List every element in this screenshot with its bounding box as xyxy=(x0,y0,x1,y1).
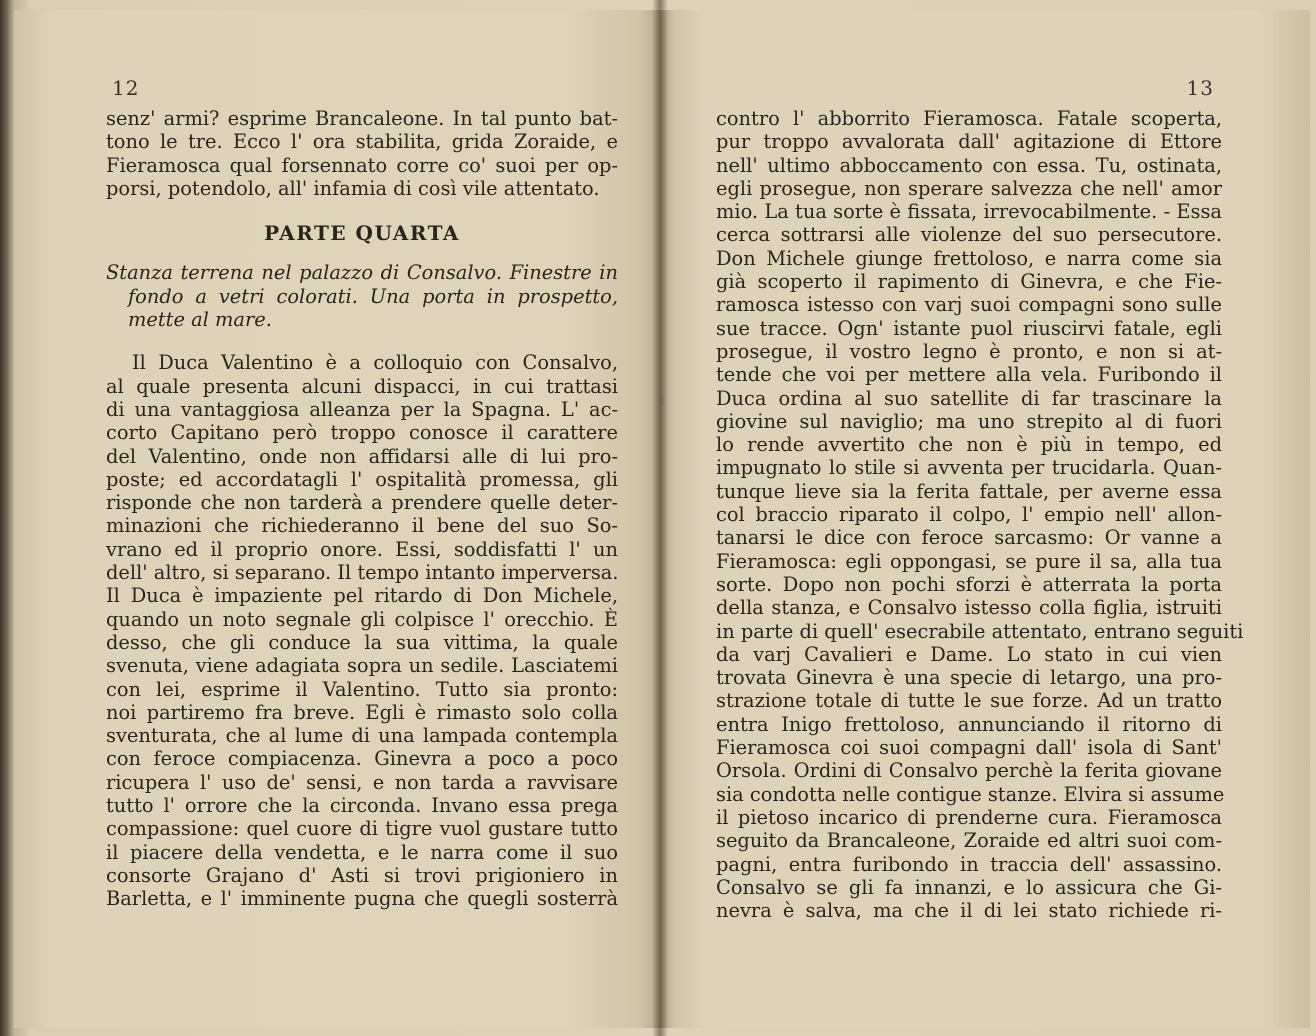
text-line: vrano ed il proprio onore. Essi, soddisfatti l' un xyxy=(106,537,618,561)
text-line: nell' ultimo abboccamento con essa. Tu, ostinata, xyxy=(716,153,1222,177)
text-line: risponde che non tarderà a prendere quelle deter- xyxy=(106,491,618,515)
text-line: sventurata, che al lume di una lampada contempla xyxy=(106,724,618,748)
text-line: già scoperto il rapimento di Ginevra, e che Fie- xyxy=(716,270,1222,294)
text-line: mio. La tua sorte è fissata, irrevocabilmente. - Essa xyxy=(716,200,1222,224)
text-line: seguito da Brancaleone, Zoraide ed altri suoi com- xyxy=(716,829,1222,853)
text-line: Consalvo se gli fa innanzi, e lo assicura che Gi- xyxy=(716,875,1222,899)
page-number-left: 12 xyxy=(112,76,140,100)
text-line: dell' altro, si separano. Il tempo intanto imperversa. xyxy=(106,561,619,585)
text-line: lo rende avvertito che non è più in tempo, ed xyxy=(716,433,1222,457)
text-line: col braccio riparato il colpo, l' empio nell' allon- xyxy=(716,503,1222,527)
text-line: Il Duca è impaziente pel ritardo di Don Michele, xyxy=(106,584,618,608)
text-line: ricupera l' uso de' sensi, e non tarda a ravvisare xyxy=(106,770,618,794)
text-line: con lei, esprime il Valentino. Tutto sia pronto: xyxy=(106,677,618,701)
left-page xyxy=(14,10,660,1028)
text-line: impugnato lo stile si avventa per trucidarla. Quan- xyxy=(716,456,1222,480)
text-line: contro l' abborrito Fieramosca. Fatale scoperta, xyxy=(716,107,1222,130)
text-line: noi partiremo fra breve. Egli è rimasto solo colla xyxy=(106,700,618,724)
text-line: tanarsi le dice con feroce sarcasmo: Or vanne a xyxy=(716,526,1222,550)
text-line: tutto l' orrore che la circonda. Invano essa prega xyxy=(106,794,618,818)
text-line: strazione totale di tutte le sue forze. Ad un tratto xyxy=(716,689,1222,713)
text-line: in parte di quell' esecrabile attentato, entrano seguiti xyxy=(716,619,1244,643)
stage-line: Stanza terrena nel palazzo di Consalvo. Finestre in xyxy=(106,261,618,285)
stage-line: mette al mare. xyxy=(128,308,272,332)
text-line: porsi, potendolo, all' infamia di così vile attentato. xyxy=(106,176,600,200)
text-line: della stanza, e Consalvo istesso colla figlia, istruiti xyxy=(716,596,1222,620)
text-line: consorte Grajano d' Asti si trovi prigioniero in xyxy=(106,863,618,887)
opening-lines xyxy=(106,107,618,200)
text-line: nevra è salva, ma che il di lei stato richiede ri- xyxy=(716,899,1222,923)
right-page-text xyxy=(716,107,1244,923)
text-line: pur troppo avvalorata dall' agitazione di Ettore xyxy=(716,130,1222,154)
paragraph xyxy=(106,351,618,910)
text-line: corto Capitano però troppo conosce il carattere xyxy=(106,421,618,445)
text-line: svenuta, viene adagiata sopra un sedile. Lasciatemi xyxy=(106,654,618,678)
text-line: Fieramosca coi suoi compagni dall' isola di Sant' xyxy=(716,736,1222,760)
text-line: prosegue, il vostro legno è pronto, e non si at- xyxy=(716,339,1222,363)
text-line: Barletta, e l' imminente pugna che quegli sosterrà xyxy=(106,887,618,911)
text-line: egli prosegue, non sperare salvezza che nell' amor xyxy=(716,176,1222,200)
gutter-mark xyxy=(659,395,663,405)
text-line: ramosca istesso con varj suoi compagni sono sulle xyxy=(716,293,1222,317)
text-line: Fieramosca: egli oppongasi, se pure il sa, alla tua xyxy=(716,549,1222,573)
text-line: il pietoso incarico di prenderne cura. Fieramosca xyxy=(716,805,1222,829)
text-line: il piacere della vendetta, e le narra come il suo xyxy=(106,840,618,864)
text-line: sorte. Dopo non pochi sforzi è atterrata la porta xyxy=(716,572,1222,596)
text-line: tono le tre. Ecco l' ora stabilita, grida Zoraide, e xyxy=(106,130,618,154)
text-line: cerca sottrarsi alle violenze del suo persecutore. xyxy=(716,223,1222,247)
text-line: tunque lieve sia la ferita fattale, per averne essa xyxy=(716,479,1222,503)
text-line: Orsola. Ordini di Consalvo perchè la ferita giovane xyxy=(716,759,1222,783)
text-line: entra Inigo frettoloso, annunciando il ritorno di xyxy=(716,712,1222,736)
text-line: trovata Ginevra è una specie di letargo, una pro- xyxy=(716,666,1222,690)
text-line: con feroce compiacenza. Ginevra a poco a poco xyxy=(106,747,618,771)
text-line: sue tracce. Ogn' istante puol riuscirvi fatale, egli xyxy=(716,316,1222,340)
left-page-text xyxy=(106,107,618,911)
stage-line: fondo a vetri colorati. Una porta in prospetto, xyxy=(128,284,618,308)
text-line: da varj Cavalieri e Dame. Lo stato in cui vien xyxy=(716,642,1222,666)
text-line: poste; ed accordatagli l' ospitalità promessa, gli xyxy=(106,467,618,491)
text-line: compassione: quel cuore di tigre vuol gustare tutto xyxy=(106,817,618,841)
text-line: sia condotta nelle contigue stanze. Elvira si assume xyxy=(716,782,1225,806)
book-gutter xyxy=(652,0,668,1036)
stage-direction xyxy=(106,261,618,331)
text-line: tende che voi per mettere alla vela. Furibondo il xyxy=(716,363,1222,387)
text-line: del Valentino, onde non affidarsi alle di lui pro- xyxy=(106,444,618,468)
right-page xyxy=(660,10,1310,1028)
text-line: di una vantaggiosa alleanza per la Spagna. L' ac- xyxy=(106,397,618,421)
text-line: Duca ordina al suo satellite di far trascinare la xyxy=(716,386,1222,410)
text-line: al quale presenta alcuni dispacci, in cui trattasi xyxy=(106,374,618,398)
text-line: Il Duca Valentino è a colloquio con Consalvo, xyxy=(132,351,618,375)
text-line: quando un noto segnale gli colpisce l' orecchio. È xyxy=(106,607,618,631)
text-line: minazioni che richiederanno il bene del suo So- xyxy=(106,514,618,538)
text-line: desso, che gli conduce la sua vittima, la quale xyxy=(106,630,618,654)
page-number-right: 13 xyxy=(1186,76,1214,100)
text-line: pagni, entra furibondo in traccia dell' assassino. xyxy=(716,852,1222,876)
section-heading: PARTE QUARTA xyxy=(264,221,460,246)
text-line: Fieramosca qual forsennato corre co' suoi per op- xyxy=(106,153,618,177)
text-line: Don Michele giunge frettoloso, e narra come sia xyxy=(716,246,1222,270)
text-line: senz' armi? esprime Brancaleone. In tal punto bat- xyxy=(106,107,618,130)
text-line: giovine sul naviglio; ma uno strepito al di fuori xyxy=(716,409,1222,433)
